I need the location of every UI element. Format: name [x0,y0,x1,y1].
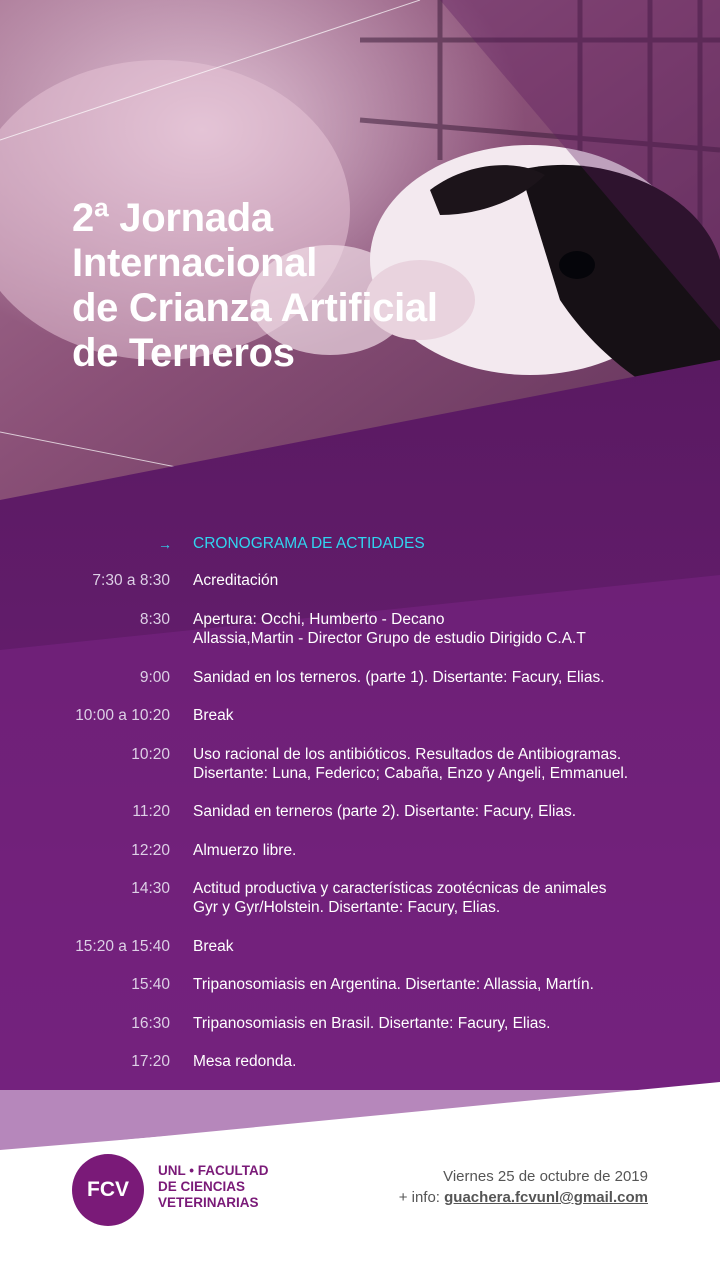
schedule-time: 14:30 [131,880,170,897]
logo-facultad: FACULTAD [197,1163,269,1178]
schedule-activity [193,879,703,917]
faculty-logo-line-2: DE CIENCIAS [158,1179,246,1194]
schedule-activity [193,668,703,687]
activity-line: Gyr y Gyr/Holstein. Disertante: Facury, Elias. [193,899,501,916]
event-title [72,196,438,376]
schedule-time: 7:30 a 8:30 [92,572,170,589]
schedule-activity [193,706,703,725]
schedule-time: 15:20 a 15:40 [75,938,170,955]
schedule-activity [193,571,703,590]
schedule-activity [193,975,703,994]
activity-line: Apertura: Occhi, Humberto - Decano [193,611,445,628]
schedule-time: 8:30 [139,611,170,628]
schedule-activity [193,745,703,783]
schedule-activity [193,1014,703,1033]
schedule-heading-label: CRONOGRAMA DE ACTIDADES [193,535,425,552]
schedule-activity [193,937,703,956]
activity-line: Disertante: Luna, Federico; Cabaña, Enzo y Angeli, Emmanuel. [193,765,629,782]
schedule-time: 16:30 [131,1015,170,1032]
activity-line: Break [193,707,234,724]
faculty-logo-line-1 [158,1163,269,1179]
schedule-time: 11:20 [132,803,170,820]
poster-footer [0,1140,720,1280]
event-contact [399,1187,648,1208]
schedule-activity [193,802,703,821]
schedule-time: 12:20 [131,842,170,859]
unl-brand: UNL [158,1163,186,1178]
arrow-right-icon: → [158,536,172,552]
activity-line: Mesa redonda. [193,1053,297,1070]
schedule-time: 17:20 [131,1053,170,1070]
title-line-2: Internacional [72,241,318,285]
contact-email-link[interactable]: guachera.fcvunl@gmail.com [444,1189,648,1206]
title-line-1: 2ª Jornada [72,196,273,240]
schedule-heading [0,533,720,555]
faculty-logo-text [158,1163,269,1211]
activity-line: Actitud productiva y características zootécnicas de animales [193,880,607,897]
schedule-activity [193,610,703,648]
activity-line: Uso racional de los antibióticos. Resultados de Antibiogramas. [193,746,622,763]
activity-line: Acreditación [193,572,279,589]
activity-line: Break [193,938,234,955]
schedule-time: 10:20 [131,746,170,763]
activity-line: Allassia,Martin - Director Grupo de estudio Dirigido C.A.T [193,630,586,647]
title-line-3: de Crianza Artificial [72,286,438,330]
schedule-time: 15:40 [131,976,170,993]
event-date: Viernes 25 de octubre de 2019 [443,1168,648,1185]
schedule-time: 9:00 [139,669,170,686]
activity-line: Tripanosomiasis en Brasil. Disertante: Facury, Elias. [193,1015,551,1032]
activity-line: Sanidad en los terneros. (parte 1). Disertante: Facury, Elias. [193,669,605,686]
event-info [399,1166,648,1208]
info-prefix: + info: [398,1189,440,1206]
faculty-logo-line-3: VETERINARIAS [158,1195,259,1210]
title-line-4: de Terneros [72,331,295,375]
activity-line: Sanidad en terneros (parte 2). Disertante: Facury, Elias. [193,803,577,820]
logo-separator: • [189,1163,195,1178]
schedule-activity [193,841,703,860]
activity-line: Almuerzo libre. [193,842,297,859]
schedule-time: 10:00 a 10:20 [75,707,170,724]
activity-line: Tripanosomiasis en Argentina. Disertante: Allassia, Martín. [193,976,594,993]
fcv-logo-badge: FCV [72,1154,144,1226]
schedule-activity [193,1052,703,1071]
